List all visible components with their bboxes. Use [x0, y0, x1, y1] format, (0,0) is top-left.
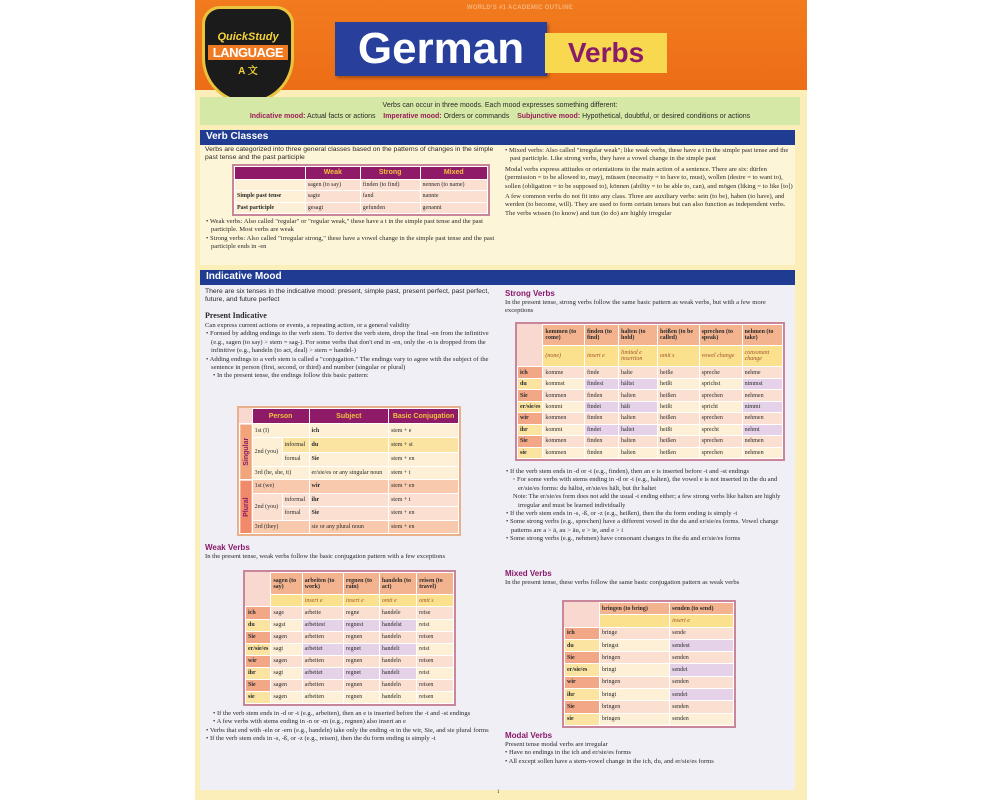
weak-verbs-note: • Weak verbs: Also called "regular" or "regular weak," these have a t in the simple past tense and the past participle. Most verbs are weak [206, 218, 483, 234]
table-row [246, 691, 454, 703]
table-cell: heißt [658, 378, 700, 389]
strong-verbs-table [515, 322, 785, 461]
table-cell: handele [379, 607, 416, 619]
table-cell: nehmen [742, 436, 782, 447]
table-cell: sprechen [699, 436, 742, 447]
column-header: finden (to find) [585, 325, 619, 346]
singular-label: Singular [240, 424, 253, 480]
table-cell: sagen (to say) [305, 179, 360, 190]
strong-verbs-note: • Strong verbs: Also called "irregular strong," these have a vowel change in the simple past tense and the past participle ends in -en [206, 234, 495, 251]
table-cell: handeln [379, 655, 416, 667]
row-subject: sie [565, 713, 600, 725]
column-note: limited e insertion [619, 346, 658, 367]
column-header: senden (to send) [670, 603, 734, 615]
table-cell: reist [417, 643, 454, 655]
verb-classes-table [232, 164, 490, 216]
table-cell: regnet [343, 643, 379, 655]
column-header: nehmen (to take) [742, 325, 782, 346]
table-row [235, 202, 488, 213]
table-cell: arbeitet [302, 643, 343, 655]
table-cell: gesagt [305, 202, 360, 213]
language-icon: A 文 [238, 66, 258, 77]
row-subject: du [565, 639, 600, 651]
cell: informal [282, 493, 309, 506]
moods-intro: Verbs can occur in three moods. Each mood expresses something different: [382, 102, 618, 109]
mixed-verbs-intro: In the present tense, these verbs follow the same basic conjugation pattern as weak verbs [505, 579, 740, 586]
mixed-verbs-note: • Mixed verbs: Also called "irregular weak"; like weak verbs, these have a t in the simple past tense and the past participle. Like strong verbs, they have a vowel change in the simple past [505, 147, 789, 163]
row-subject: du [518, 378, 543, 389]
table-row [565, 689, 734, 701]
table-cell: nehmt [742, 424, 782, 435]
bullet: • Some strong verbs (e.g., nehmen) have consonant changes in the du and er/sie/es forms [506, 535, 741, 543]
table-cell: hält [619, 401, 658, 412]
cell: Sie [309, 453, 389, 466]
cell: 2nd (you) [252, 493, 282, 520]
column-note: vowel change [699, 346, 742, 367]
table-cell: sprechen [699, 390, 742, 401]
bullet: • Have no endings in the ich and er/sie/es forms [505, 749, 631, 757]
table-cell: reisen [417, 679, 454, 691]
table-row [565, 627, 734, 639]
plural-label: Plural [240, 480, 253, 534]
bullet: • If the verb stem ends in -d or -t (e.g., finden), then an e is inserted before -t and -st endings [506, 468, 750, 475]
table-cell: halten [619, 390, 658, 401]
mood-text: Hypothetical, doubtful, or desired conditions or actions [582, 113, 751, 120]
table-row [246, 619, 454, 631]
table-cell: sagte [305, 191, 360, 202]
cell: er/sie/es or any singular noun [309, 466, 389, 479]
header-row [246, 573, 454, 595]
table-cell: hältst [619, 378, 658, 389]
tagline: WORLD'S #1 ACADEMIC OUTLINE [466, 5, 574, 11]
table-cell: bringen [599, 652, 669, 664]
table-cell: sendet [670, 664, 734, 676]
table-row [518, 413, 783, 424]
table-cell: findet [585, 401, 619, 412]
column-note: omit s [658, 346, 700, 367]
table-cell: senden [670, 652, 734, 664]
table-cell: nimmt [742, 401, 782, 412]
table-cell: reise [417, 607, 454, 619]
table-cell: Simple past tense [235, 191, 306, 202]
table-cell: finde [585, 367, 619, 378]
table-cell: bringen [599, 713, 669, 725]
table-cell: halten [619, 447, 658, 458]
column-note: omit e [379, 595, 416, 607]
row-subject: sie [246, 691, 271, 703]
table-cell: bringt [599, 664, 669, 676]
row-subject: er/sie/es [518, 401, 543, 412]
header-conjugation: Basic Conjugation [389, 409, 459, 424]
table-cell: handeln [379, 631, 416, 643]
header-row [565, 603, 734, 615]
mixed-verbs-table [562, 600, 736, 728]
table-row [246, 607, 454, 619]
cell: stem + t [389, 493, 459, 506]
table-cell: sprechen [699, 447, 742, 458]
corner [246, 573, 271, 595]
cell: Sie [309, 507, 389, 520]
row-subject: Sie [565, 701, 600, 713]
table-cell: sendet [670, 689, 734, 701]
column-header: Strong [360, 167, 420, 180]
column-header: reisen (to travel) [417, 573, 454, 595]
column-header: kommen (to come) [543, 325, 585, 346]
table-cell: nehmen [742, 390, 782, 401]
table-cell: sage [271, 607, 302, 619]
table-row [518, 424, 783, 435]
table-row [565, 713, 734, 725]
table-cell [235, 179, 306, 190]
bullet: • All except sollen have a stem-vowel change in the ich, du, and er/sie/es forms [505, 757, 714, 765]
row-subject: ich [518, 367, 543, 378]
bullet: • If the verb stem ends in -d or -t (e.g., arbeiten), then an e is inserted before the -t and -st endings [213, 710, 471, 717]
table-cell: bringt [599, 689, 669, 701]
row-subject: wir [518, 413, 543, 424]
mood-label: Indicative mood: [249, 113, 306, 120]
cell: formal [282, 507, 309, 520]
strong-verbs-heading: Strong Verbs [505, 289, 555, 298]
column-note: insert e [343, 595, 379, 607]
column-note: omit s [417, 595, 454, 607]
table-cell: sende [670, 627, 734, 639]
row-subject: sie [518, 447, 543, 458]
table-cell: arbeiten [302, 691, 343, 703]
cell: sie or any plural noun [309, 520, 389, 534]
table-cell: haltet [619, 424, 658, 435]
logo-brand: QuickStudy [217, 31, 279, 43]
row-subject: Sie [518, 436, 543, 447]
table-row [518, 436, 783, 447]
table-cell: kommen [543, 413, 585, 424]
table-cell: komme [543, 367, 585, 378]
table-row [518, 367, 783, 378]
cell: stem + e [389, 424, 459, 437]
quickstudy-logo [202, 6, 294, 104]
table-row [565, 639, 734, 651]
logo-subject: LANGUAGE [208, 45, 288, 60]
bullet: • Formed by adding endings to the verb stem. To derive the verb stem, drop the final -en from the infinitive (e.g., sagen (to say) > stem = sag-). For some verbs that don't end in -en, only the -n is dropped from the infinitive (e.g., handeln (to act, deal) > stem = handel-) [206, 330, 489, 355]
conjugation-table [237, 406, 461, 536]
row-subject: ihr [565, 689, 600, 701]
table-cell: sagst [271, 619, 302, 631]
row-subject: Sie [518, 390, 543, 401]
table-cell: sprechen [699, 413, 742, 424]
mixed-verbs-heading: Mixed Verbs [505, 569, 552, 578]
table-cell: nimmst [742, 378, 782, 389]
table-cell: kommst [543, 378, 585, 389]
cell: du [309, 437, 389, 452]
table-cell: regne [343, 607, 379, 619]
column-header: sagen (to say) [271, 573, 302, 595]
cell: ihr [309, 493, 389, 506]
table-cell: kommt [543, 401, 585, 412]
table-cell: arbeitet [302, 667, 343, 679]
table-cell: Past participle [235, 202, 306, 213]
column-header: halten (to hold) [619, 325, 658, 346]
table-cell: arbeiten [302, 631, 343, 643]
table-row [565, 676, 734, 688]
table-cell: heißen [658, 390, 700, 401]
table-cell: gefunden [360, 202, 420, 213]
row-subject: er/sie/es [246, 643, 271, 655]
table-row [565, 701, 734, 713]
table-cell: fand [360, 191, 420, 202]
mood-text: Actual facts or actions [307, 113, 376, 120]
table-cell: bringst [599, 639, 669, 651]
column-header: Mixed [420, 167, 487, 180]
table-row [518, 401, 783, 412]
column-header [235, 167, 306, 180]
table-cell: halte [619, 367, 658, 378]
column-note: insert e [585, 346, 619, 367]
table-cell: finden [585, 436, 619, 447]
table-cell: nehme [742, 367, 782, 378]
table-cell: kommen [543, 436, 585, 447]
title: German [335, 22, 547, 76]
table-row [246, 667, 454, 679]
cell: stem + t [389, 466, 459, 479]
column-header: sprechen (to speak) [699, 325, 742, 346]
table-cell: halten [619, 436, 658, 447]
mood-label: Imperative mood: [383, 113, 442, 120]
table-cell: kommen [543, 447, 585, 458]
table-cell: regnest [343, 619, 379, 631]
column-note: insert e [302, 595, 343, 607]
table-row [235, 191, 488, 202]
corner [518, 325, 543, 346]
table-cell: reist [417, 667, 454, 679]
column-header: bringen (to bring) [599, 603, 669, 615]
row-subject: wir [565, 676, 600, 688]
table-cell: arbeitest [302, 619, 343, 631]
table-cell: bringen [599, 676, 669, 688]
table-cell: handeln [379, 691, 416, 703]
bullet: • In the present tense, the endings follow this basic pattern: [213, 372, 369, 380]
table-cell: heißen [658, 447, 700, 458]
note-row [518, 346, 783, 367]
corner [565, 603, 600, 615]
table-cell: arbeite [302, 607, 343, 619]
bullet: ◦ For some verbs with stems ending in -d or -t (e.g., halten), the vowel e is not inserted in the du and er/sie/es forms: du hältst, er/sie/es hält, but ihr haltet [513, 476, 778, 492]
table-cell: handelst [379, 619, 416, 631]
table-cell: senden [670, 676, 734, 688]
note-row [565, 615, 734, 627]
irregular-verbs-note: A few common verbs do not fit into any class. Three are auxiliary verbs: sein (to be), haben (to have), and werden (to become, will). They are used to form certain tenses but can also function as independent verbs. The verbs wissen (to know) and tun (to do) are highly irregular [505, 193, 786, 217]
table-row [518, 390, 783, 401]
moods-box [200, 97, 800, 125]
table-row [246, 631, 454, 643]
modal-intro: Present tense modal verbs are irregular [505, 741, 608, 748]
row-subject: Sie [565, 652, 600, 664]
row-subject: er/sie/es [565, 664, 600, 676]
corner [518, 346, 543, 367]
table-row [518, 447, 783, 458]
column-note [599, 615, 669, 627]
table-cell: arbeiten [302, 679, 343, 691]
column-note: insert e [670, 615, 734, 627]
table-cell: finden (to find) [360, 179, 420, 190]
cell: 1st (I) [252, 424, 309, 437]
table-cell: sprichst [699, 378, 742, 389]
corner [565, 615, 600, 627]
section-title: Indicative Mood [200, 270, 795, 285]
cell: 2nd (you) [252, 437, 282, 466]
cell: stem + en [389, 480, 459, 493]
column-note [271, 595, 302, 607]
note-row [246, 595, 454, 607]
table-row [246, 655, 454, 667]
cell: stem + en [389, 520, 459, 534]
table-cell: regnen [343, 655, 379, 667]
bullet: • Adding endings to a verb stem is called a "conjugation." The endings vary to agree with the subject of the sentence in person (first, second, or third) and number (singular or plural) [206, 355, 489, 372]
table-cell: bringe [599, 627, 669, 639]
column-header: heißen (to be called) [658, 325, 700, 346]
table-cell: reisen [417, 691, 454, 703]
table-cell: genannt [420, 202, 487, 213]
cell: ich [309, 424, 389, 437]
table-cell: sagt [271, 643, 302, 655]
cell: wir [309, 480, 389, 493]
table-cell: kommt [543, 424, 585, 435]
table-cell: regnen [343, 691, 379, 703]
table-cell: finden [585, 413, 619, 424]
table-cell: handeln [379, 679, 416, 691]
cell: 3rd (he, she, it) [252, 466, 309, 479]
table-cell: reisen [417, 655, 454, 667]
strong-verbs-intro: In the present tense, strong verbs follow the same basic pattern as weak verbs, but with a few more exceptions [505, 299, 766, 315]
table-cell: heißen [658, 436, 700, 447]
header-subject: Subject [309, 409, 389, 424]
table-cell: nehmen [742, 447, 782, 458]
row-subject: Sie [246, 631, 271, 643]
row-subject: Sie [246, 679, 271, 691]
table-cell: arbeiten [302, 655, 343, 667]
row-subject: du [246, 619, 271, 631]
table-cell: senden [670, 713, 734, 725]
table-row [565, 652, 734, 664]
cell: formal [282, 453, 309, 466]
column-header: Weak [305, 167, 360, 180]
table-cell: finden [585, 447, 619, 458]
table-cell: heißt [658, 424, 700, 435]
bullet: • If the verb stem ends in -s, -ß, or -z (e.g., heißen), then the du form ending is simply -t [506, 510, 738, 518]
table-row [235, 179, 488, 190]
row-subject: ihr [246, 667, 271, 679]
bullet: • Some strong verbs (e.g., sprechen) have a different vowel in the du and er/sie/es forms. Vowel change patterns are a > ä, au > äu, e > ie, and e > i [506, 518, 779, 534]
weak-verbs-table [243, 570, 456, 706]
table-cell: sagen [271, 655, 302, 667]
table-cell: reisen [417, 631, 454, 643]
cell: 1st (we) [252, 480, 309, 493]
cell: informal [282, 437, 309, 452]
table-cell: regnen [343, 679, 379, 691]
page-number: 1 [497, 790, 500, 795]
indicative-intro: There are six tenses in the indicative mood: present, simple past, present perfect, past perfect, future, and future perfect [205, 288, 490, 304]
cell: stem + en [389, 507, 459, 520]
table-cell: halten [619, 413, 658, 424]
row-subject: ich [246, 607, 271, 619]
column-header: regnen (to rain) [343, 573, 379, 595]
table-cell: regnet [343, 667, 379, 679]
table-cell: nannte [420, 191, 487, 202]
mood-text: Orders or commands [443, 113, 510, 120]
table-cell: sagen [271, 631, 302, 643]
bullet: • A few verbs with stems ending in -n or -m (e.g., regnen) also insert an e [213, 718, 406, 726]
table-cell: senden [670, 701, 734, 713]
table-cell: regnen [343, 631, 379, 643]
modal-verbs-note: Modal verbs express attitudes or orientations to the main action of a sentence. There are six: dürfen (permission = to be allowed to, may), müssen (necessity = to have to, must), wollen (desire = to want to), sollen (obligation = to be supposed to), können (ability = to be able to, can), and mögen (liking = to like [to]) [505, 165, 793, 190]
weak-verbs-heading: Weak Verbs [205, 543, 250, 552]
cell: stem + st [389, 437, 459, 452]
modal-verbs-heading: Modal Verbs [505, 731, 553, 740]
table-cell: finden [585, 390, 619, 401]
table-cell: sagen [271, 679, 302, 691]
cell: 3rd (they) [252, 520, 309, 534]
table-cell: heißt [658, 401, 700, 412]
header-row [518, 325, 783, 346]
row-subject: ihr [518, 424, 543, 435]
table-row [518, 378, 783, 389]
present-intro: Can express current actions or events, a repeating action, or a general validity [205, 322, 410, 329]
column-note: consonant change [742, 346, 782, 367]
table-cell: nehmen [742, 413, 782, 424]
column-header: handeln (to act) [379, 573, 416, 595]
table-cell: heiße [658, 367, 700, 378]
bullet: • Verbs that end with -eln or -ern (e.g., handeln) take only the ending -n in the wir, Sie, and sie plural forms [206, 726, 489, 734]
table-cell: nennen (to name) [420, 179, 487, 190]
table-cell: findet [585, 424, 619, 435]
table-cell: handelt [379, 667, 416, 679]
row-subject: wir [246, 655, 271, 667]
verb-classes-intro: Verbs are categorized into three general classes based on the patterns of changes in the simple past tense and the past participle [205, 146, 494, 162]
row-subject: ich [565, 627, 600, 639]
corner [246, 595, 271, 607]
table-cell: sagen [271, 691, 302, 703]
table-row [565, 664, 734, 676]
weak-verbs-intro: In the present tense, weak verbs follow the basic conjugation pattern with a few exceptions [205, 553, 446, 560]
table-cell: bringen [599, 701, 669, 713]
table-cell: sprecht [699, 424, 742, 435]
table-cell: kommen [543, 390, 585, 401]
present-indicative-heading: Present Indicative [205, 311, 267, 320]
table-cell: sagt [271, 667, 302, 679]
table-cell: reist [417, 619, 454, 631]
bullet: • If the verb stem ends in -s, -ß, or -z (e.g., reisen), then the du form ending is simply -t [206, 735, 436, 743]
table-cell: handelt [379, 643, 416, 655]
table-cell: spreche [699, 367, 742, 378]
table-row [246, 679, 454, 691]
table-cell: sendest [670, 639, 734, 651]
section-title: Verb Classes [200, 130, 795, 145]
note: Note: The er/sie/es form does not add the usual -t ending either; a few strong verbs like halten are highly irregular and must be learned individually [513, 493, 781, 509]
column-header: arbeiten (to work) [302, 573, 343, 595]
table-cell: spricht [699, 401, 742, 412]
subtitle: Verbs [545, 33, 667, 73]
table-cell: findest [585, 378, 619, 389]
cell: stem + en [389, 453, 459, 466]
table-cell: heißen [658, 413, 700, 424]
header-person: Person [252, 409, 309, 424]
column-note: (none) [543, 346, 585, 367]
table-row [246, 643, 454, 655]
mood-label: Subjunctive mood: [517, 113, 581, 120]
